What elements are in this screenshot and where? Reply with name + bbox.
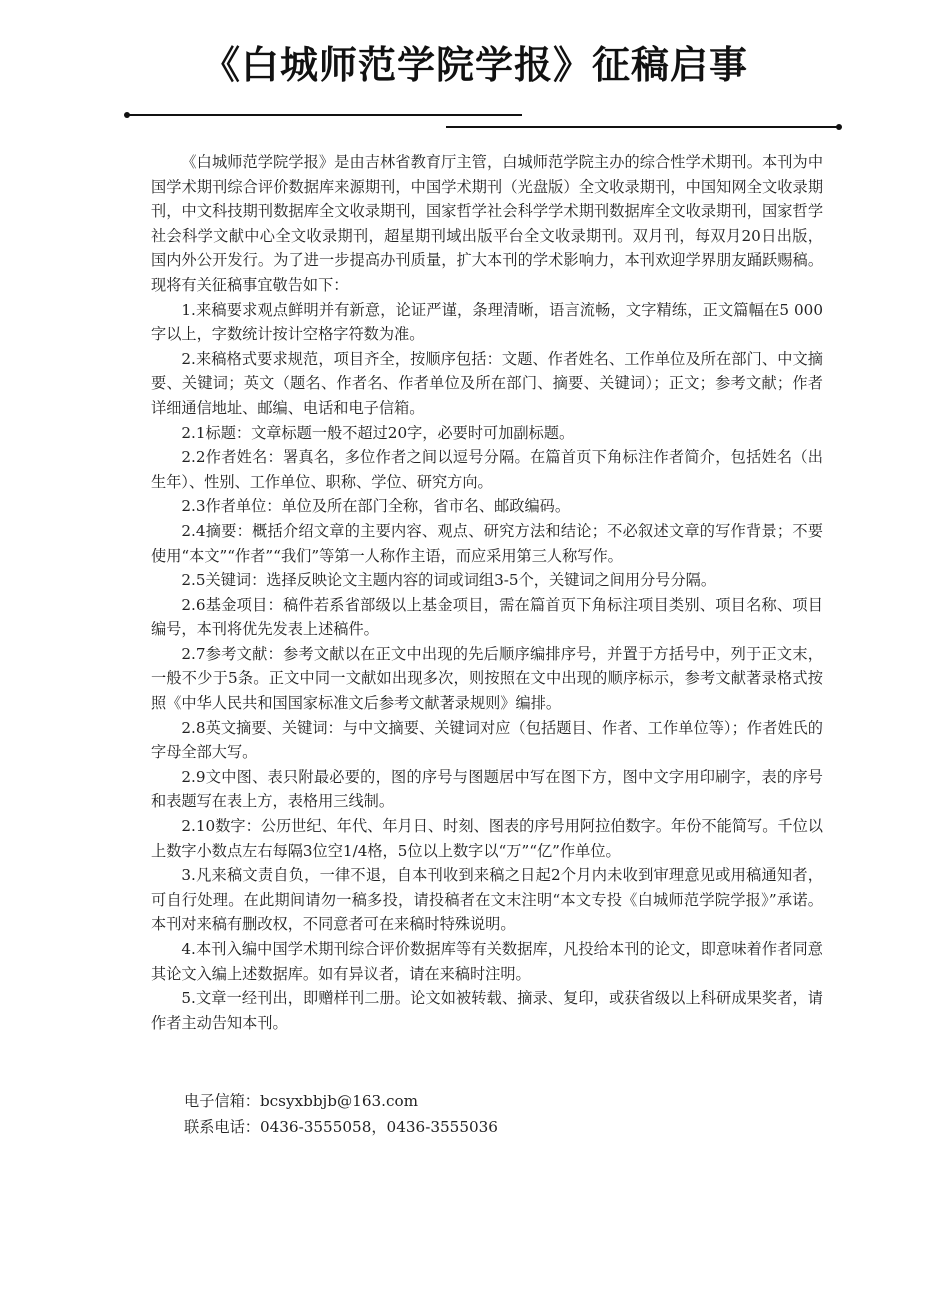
item-paragraph: 2.3作者单位：单位及所在部门全称，省市名、邮政编码。 xyxy=(181,497,571,516)
item-paragraph: 2.来稿格式要求规范，项目齐全，按顺序包括：文题、作者姓名、工作单位及所在部门、中文摘要、关键词；英文（题名、作者名、作者单位及所在部门、摘要、关键词）；正文；参考文献；作者详细通信地址、邮编、电话和电子信箱。 xyxy=(151,349,823,417)
item-paragraph: 3.凡来稿文责自负，一律不退，自本刊收到来稿之日起2个月内未收到审理意见或用稿通知者，可自行处理。在此期间请勿一稿多投，请投稿者在文末注明“本文专投《白城师范学院学报》”承诺。本刊对来稿有删改权，不同意者可在来稿时特殊说明。 xyxy=(151,866,823,934)
item-paragraph: 2.9文中图、表只附最必要的，图的序号与图题居中写在图下方，图中文字用印刷字，表的序号和表题写在表上方，表格用三线制。 xyxy=(151,767,823,811)
decorative-rule-left xyxy=(126,114,522,116)
item-paragraph: 2.7参考文献：参考文献以在正文中出现的先后顺序编排序号，并置于方括号中，列于正文末，一般不少于5条。正文中同一文献如出现多次，则按照在文中出现的顺序标示，参考文献著录格式按照《中华人民共和国国家标准文后参考文献著录规则》编排。 xyxy=(151,644,823,713)
rule-dot-icon xyxy=(124,112,130,118)
phone-line xyxy=(184,1114,784,1140)
item-paragraph: 2.2作者姓名：署真名，多位作者之间以逗号分隔。在篇首页下角标注作者简介，包括姓名（出生年）、性别、工作单位、职称、学位、研究方向。 xyxy=(151,448,823,491)
item-paragraph: 2.5关键词：选择反映论文主题内容的词或词组3-5个，关键词之间用分号分隔。 xyxy=(181,571,717,590)
item-paragraph: 2.8英文摘要、关键词：与中文摘要、关键词对应（包括题目、作者、工作单位等）；作者姓氏的字母全部大写。 xyxy=(151,718,823,762)
contact-block xyxy=(184,1088,784,1140)
article-body xyxy=(151,150,823,1035)
phone-label: 联系电话： xyxy=(184,1118,260,1136)
email-value: bcsyxbbjb@163.com xyxy=(259,1092,419,1110)
item-paragraph: 2.10数字：公历世纪、年代、年月日、时刻、图表的序号用阿拉伯数字。年份不能简写。千位以上数字小数点左右每隔3位空1/4格，5位以上数字以“万”“亿”作单位。 xyxy=(151,817,823,860)
page-title: 《白城师范学院学报》征稿启事 xyxy=(201,43,748,87)
item-paragraph: 2.1标题：文章标题一般不超过20字，必要时可加副标题。 xyxy=(181,423,575,442)
item-paragraph: 5.文章一经刊出，即赠样刊二册。论文如被转载、摘录、复印，或获省级以上科研成果奖者，请作者主动告知本刊。 xyxy=(151,989,823,1032)
phone-value: 0436-3555058，0436-3555036 xyxy=(259,1118,498,1136)
decorative-rule-right xyxy=(446,126,840,128)
email-line xyxy=(184,1088,784,1114)
item-paragraph: 1.来稿要求观点鲜明并有新意，论证严谨，条理清晰，语言流畅，文字精练，正文篇幅在5 000字以上，字数统计按计空格字符数为准。 xyxy=(151,300,823,344)
email-label: 电子信箱： xyxy=(184,1092,260,1110)
intro-paragraph: 《白城师范学院学报》是由吉林省教育厅主管，白城师范学院主办的综合性学术期刊。本刊为中国学术期刊综合评价数据库来源期刊，中国学术期刊（光盘版）全文收录期刊，中国知网全文收录期刊，中文科技期刊数据库全文收录期刊，国家哲学社会科学学术期刊数据库全文收录期刊，国家哲学社会科学文献中心全文收录期刊，超星期刊域出版平台全文收录期刊。双月刊，每双月20日出版，国内外公开发行。为了进一步提高办刊质量，扩大本刊的学术影响力，本刊欢迎学界朋友踊跃赐稿。现将有关征稿事宜敬告如下： xyxy=(151,153,823,294)
rule-dot-icon xyxy=(836,124,842,130)
item-paragraph: 2.6基金项目：稿件若系省部级以上基金项目，需在篇首页下角标注项目类别、项目名称、项目编号，本刊将优先发表上述稿件。 xyxy=(151,595,823,639)
item-paragraph: 2.4摘要：概括介绍文章的主要内容、观点、研究方法和结论；不必叙述文章的写作背景；不要使用“本文”“作者”“我们”等第一人称作主语，而应采用第三人称写作。 xyxy=(151,521,823,565)
item-paragraph: 4.本刊入编中国学术期刊综合评价数据库等有关数据库，凡投给本刊的论文，即意味着作者同意其论文入编上述数据库。如有异议者，请在来稿时注明。 xyxy=(151,940,823,983)
